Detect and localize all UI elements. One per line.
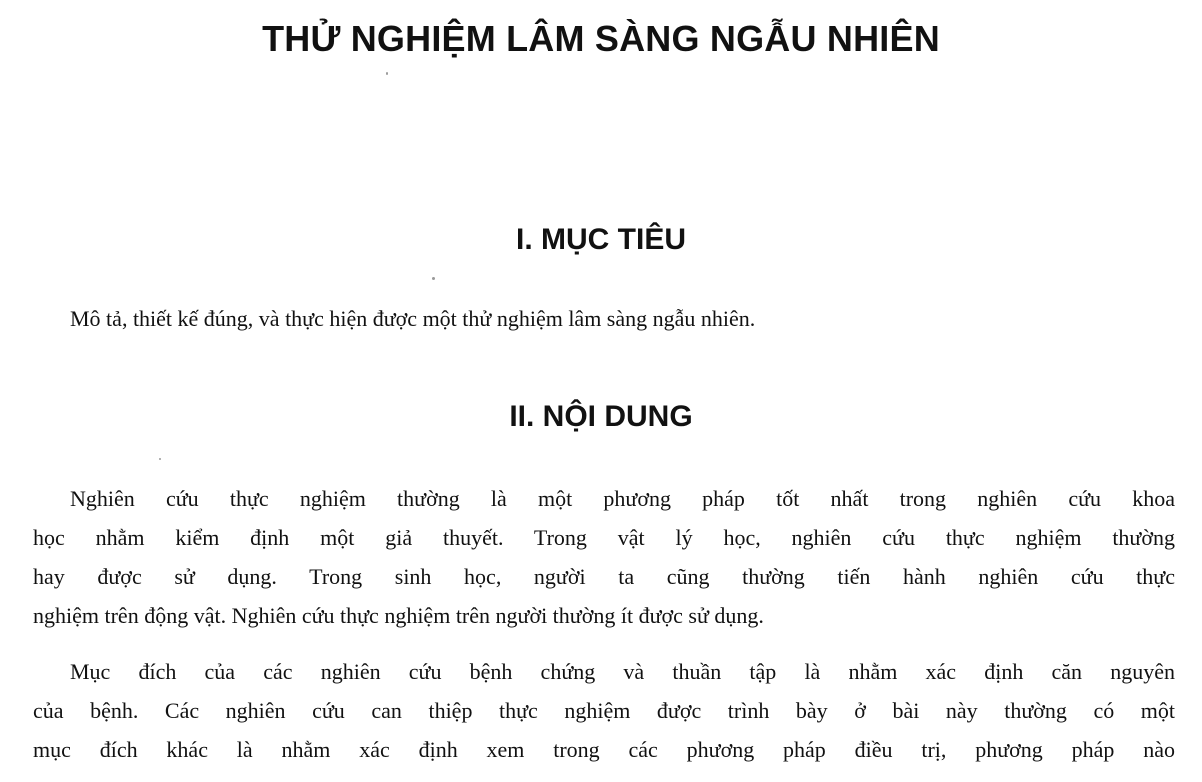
paragraph-line: mục đích khác là nhằm xác định xem trong các phương pháp điều trị, phương pháp nào [33, 737, 1175, 762]
section-heading-content: II. NỘI DUNG [509, 400, 693, 433]
paragraph-line: nghiệm trên động vật. Nghiên cứu thực nghiệm trên người thường ít được sử dụng. [33, 603, 764, 628]
scan-speck [386, 72, 388, 75]
paragraph-line: của bệnh. Các nghiên cứu can thiệp thực nghiệm được trình bày ở bài này thường có một [33, 698, 1175, 723]
paragraph-line: học nhằm kiểm định một giả thuyết. Trong vật lý học, nghiên cứu thực nghiệm thường [33, 525, 1175, 550]
objectives-text: Mô tả, thiết kế đúng, và thực hiện được một thử nghiệm lâm sàng ngẫu nhiên. [70, 306, 756, 331]
section-heading-objectives: I. MỤC TIÊU [516, 223, 686, 256]
scan-speck [159, 458, 161, 460]
paragraph-line: hay được sử dụng. Trong sinh học, người ta cũng thường tiến hành nghiên cứu thực [33, 564, 1175, 589]
document-title: THỬ NGHIỆM LÂM SÀNG NGẪU NHIÊN [262, 18, 940, 59]
paragraph-line: Mục đích của các nghiên cứu bệnh chứng và thuần tập là nhằm xác định căn nguyên [70, 659, 1175, 684]
scan-speck [432, 277, 435, 280]
paragraph-line: Nghiên cứu thực nghiệm thường là một phương pháp tốt nhất trong nghiên cứu khoa [70, 486, 1175, 511]
